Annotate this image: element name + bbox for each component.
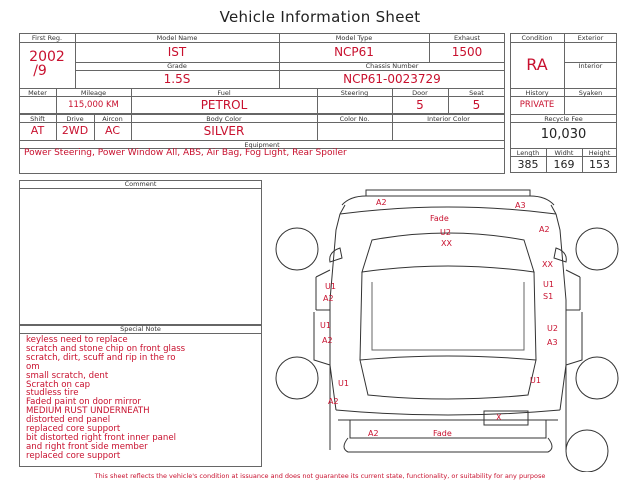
door-label: Door (412, 89, 428, 97)
condition-label: Condition (521, 34, 553, 42)
grade-label: Grade (167, 62, 187, 70)
width-label: Widht (554, 149, 574, 157)
door-value: 5 (416, 98, 424, 112)
mark-front-left: A2 (376, 198, 387, 207)
note-line: scratch, dirt, scuff and rip in the ro (26, 352, 176, 363)
mark-rear-bumper: Fade (433, 429, 452, 438)
note-line: om (26, 361, 40, 372)
special-note-label: Special Note (120, 325, 161, 333)
seat-label: Seat (469, 89, 484, 97)
length-value: 385 (517, 158, 539, 171)
mark-right-front-door-2: S1 (543, 292, 554, 301)
front-right-wheel (576, 228, 618, 270)
front-bumper-outline (366, 190, 530, 196)
mark-hood: Fade (430, 214, 449, 223)
mark-left-rear-door-2: A2 (322, 336, 333, 345)
drive-value: 2WD (61, 124, 89, 137)
mark-right-quarter: U1 (530, 376, 541, 385)
mark-right-rear-door-1: U2 (547, 324, 558, 333)
body-color-label: Body Color (206, 115, 242, 123)
mark-right-front-door-1: U1 (543, 280, 554, 289)
mark-rear-bumper-left: A2 (368, 429, 379, 438)
steering-label: Steering (340, 89, 369, 97)
sheet-title: Vehicle Information Sheet (219, 8, 421, 26)
meter-label: Meter (28, 89, 47, 97)
comment-label: Comment (124, 180, 157, 188)
shift-label: Shift (30, 115, 45, 123)
shift-value: AT (30, 124, 45, 137)
exhaust-value: 1500 (451, 45, 483, 59)
body-color-value: SILVER (203, 124, 245, 138)
mark-rear-right: X (496, 413, 502, 422)
seat-value: 5 (472, 98, 481, 112)
mileage-label: Mileage (80, 89, 107, 97)
interior-color-label: Interior Color (427, 115, 470, 123)
exterior-label: Exterior (577, 34, 604, 42)
history-label: History (525, 89, 549, 97)
mark-front-right: A3 (515, 201, 526, 210)
chassis-value: NCP61-0023729 (343, 72, 441, 86)
note-line: and right front side member (26, 441, 148, 452)
recycle-fee-label: Recycle Fee (544, 115, 583, 123)
chassis-label: Chassis Number (365, 62, 419, 70)
note-line: Faded paint on door mirror (26, 397, 141, 408)
note-line: replaced core support (26, 424, 121, 435)
mileage-value: 115,000 KM (68, 100, 119, 110)
fuel-value: PETROL (200, 98, 248, 112)
recycle-fee-value: 10,030 (540, 127, 587, 142)
mark-left-rear-door-1: U1 (320, 321, 331, 330)
note-line: bit distorted right front inner panel (26, 432, 177, 443)
mark-right-rear-door-2: A3 (547, 338, 558, 347)
model-name-value: IST (167, 45, 187, 59)
equipment-text: Power Steering, Power Window All, ABS, Air Bag, Fog Light, Rear Spoiler (24, 148, 347, 158)
aircon-value: AC (104, 124, 120, 137)
mark-left-rear: A2 (328, 397, 339, 406)
disclaimer-footer: This sheet reflects the vehicle's condition at issuance and does not guarantee its current state, functionality, or suitability for any purpose (94, 472, 546, 480)
note-line: replaced core support (26, 450, 121, 461)
note-line: small scratch, dent (26, 370, 109, 381)
equipment-label: Equipment (244, 141, 280, 149)
first-reg-month: /9 (33, 63, 47, 79)
note-line: studless tire (26, 388, 79, 399)
note-line: keyless need to replace (26, 335, 128, 345)
model-name-label: Model Name (156, 34, 198, 42)
model-type-label: Model Type (335, 34, 373, 42)
interior-label: Interior (578, 62, 603, 70)
rear-window-outline (360, 356, 536, 399)
mark-left-front-door-1: U1 (325, 282, 336, 291)
note-line: distorted end panel (26, 415, 111, 426)
first-reg-label: First Reg. (31, 34, 63, 42)
mark-left-front-door-2: A2 (323, 294, 334, 303)
mark-left-quarter: U1 (338, 379, 349, 388)
first-reg-year: 2002 (29, 49, 65, 65)
note-line: MEDIUM RUST UNDERNEATH (26, 406, 150, 417)
rear-left-wheel (276, 357, 318, 399)
special-notes-list (26, 336, 185, 461)
spare-wheel (566, 430, 608, 472)
mark-windshield-2: XX (441, 239, 452, 248)
color-no-label: Color No. (339, 115, 370, 123)
height-label: Height (588, 149, 611, 157)
front-left-wheel (276, 228, 318, 270)
model-type-value: NCP61 (334, 45, 374, 59)
mark-right-fender-2: XX (542, 260, 553, 269)
fuel-label: Fuel (217, 89, 231, 97)
aircon-label: Aircon (102, 115, 123, 123)
rear-bumper-outline (344, 438, 552, 452)
height-value: 153 (589, 158, 610, 171)
grade-value: 1.5S (163, 72, 191, 86)
mark-right-fender-1: A2 (539, 225, 550, 234)
mark-windshield-1: U2 (440, 228, 451, 237)
comment-box (19, 180, 262, 325)
note-line: Scratch on cap (26, 379, 91, 390)
syaken-label: Syaken (578, 89, 603, 97)
note-line: scratch and stone chip on front glass (26, 343, 186, 354)
exhaust-label: Exhaust (453, 34, 481, 42)
width-value: 169 (553, 158, 575, 171)
condition-value: RA (526, 55, 548, 74)
length-label: Length (516, 149, 540, 157)
rear-right-wheel (576, 357, 618, 399)
drive-label: Drive (66, 115, 84, 123)
history-value: PRIVATE (519, 100, 555, 110)
